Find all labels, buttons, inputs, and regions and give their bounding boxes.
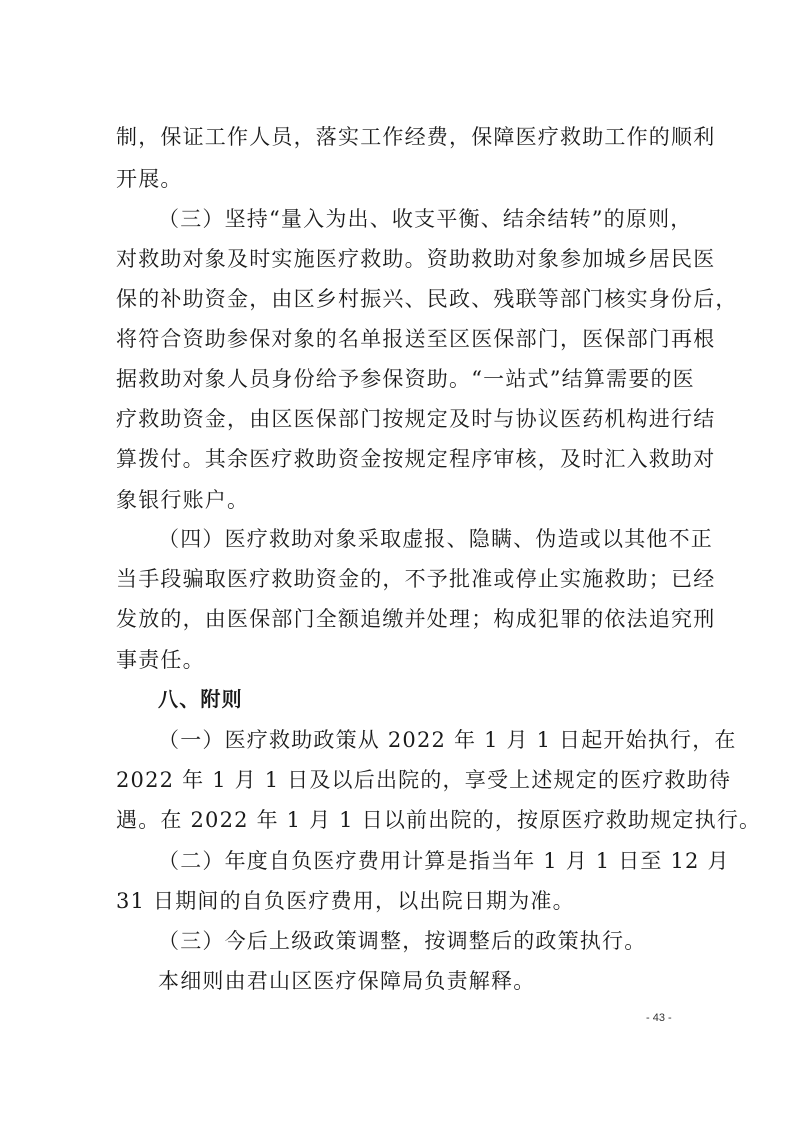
text-line: 据救助对象人员身份给予参保资助。“一站式”结算需要的医 — [116, 367, 695, 391]
text-line: 当手段骗取医疗救助资金的，不予批准或停止实施救助；已经 — [116, 567, 716, 591]
text-line: 制，保证工作人员，落实工作经费，保障医疗救助工作的顺利 — [116, 125, 716, 149]
text-line: 算拨付。其余医疗救助资金按规定程序审核，及时汇入救助对 — [116, 447, 716, 471]
paragraph-4-start: （四）医疗救助对象采取虚报、隐瞒、伪造或以其他不正 — [158, 527, 713, 551]
text-line: 2022 年 1 月 1 日及以后出院的，享受上述规定的医疗救助待 — [116, 768, 732, 792]
text-line: 发放的，由医保部门全额追缴并处理；构成犯罪的依法追究刑 — [116, 607, 716, 631]
text-line: 对救助对象及时实施医疗救助。资助救助对象参加城乡居民医 — [116, 247, 716, 271]
appendix-item-1: （一）医疗救助政策从 2022 年 1 月 1 日起开始执行，在 — [158, 728, 737, 752]
appendix-item-2: （二）年度自负医疗费用计算是指当年 1 月 1 日至 12 月 — [158, 849, 730, 873]
closing-statement: 本细则由君山区医疗保障局负责解释。 — [158, 969, 536, 993]
text-line: 开展。 — [116, 167, 183, 191]
text-line: 事责任。 — [116, 648, 205, 672]
text-line: 疗救助资金，由区医保部门按规定及时与协议医药机构进行结 — [116, 407, 716, 431]
text-line: 象银行账户。 — [116, 488, 250, 512]
text-line: 保的补助资金，由区乡村振兴、民政、残联等部门核实身份后， — [116, 287, 738, 311]
text-line: 31 日期间的自负医疗费用，以出院日期为准。 — [116, 889, 575, 913]
text-line: 将符合资助参保对象的名单报送至区医保部门，医保部门再根 — [116, 327, 716, 351]
paragraph-3-start: （三）坚持“量入为出、收支平衡、结余结转”的原则， — [158, 207, 693, 231]
text-line: 遇。在 2022 年 1 月 1 日以前出院的，按原医疗救助规定执行。 — [116, 808, 762, 832]
appendix-item-3: （三）今后上级政策调整，按调整后的政策执行。 — [158, 929, 647, 953]
section-heading: 八、附则 — [158, 687, 243, 711]
page-number: - 43 - — [646, 1012, 672, 1024]
